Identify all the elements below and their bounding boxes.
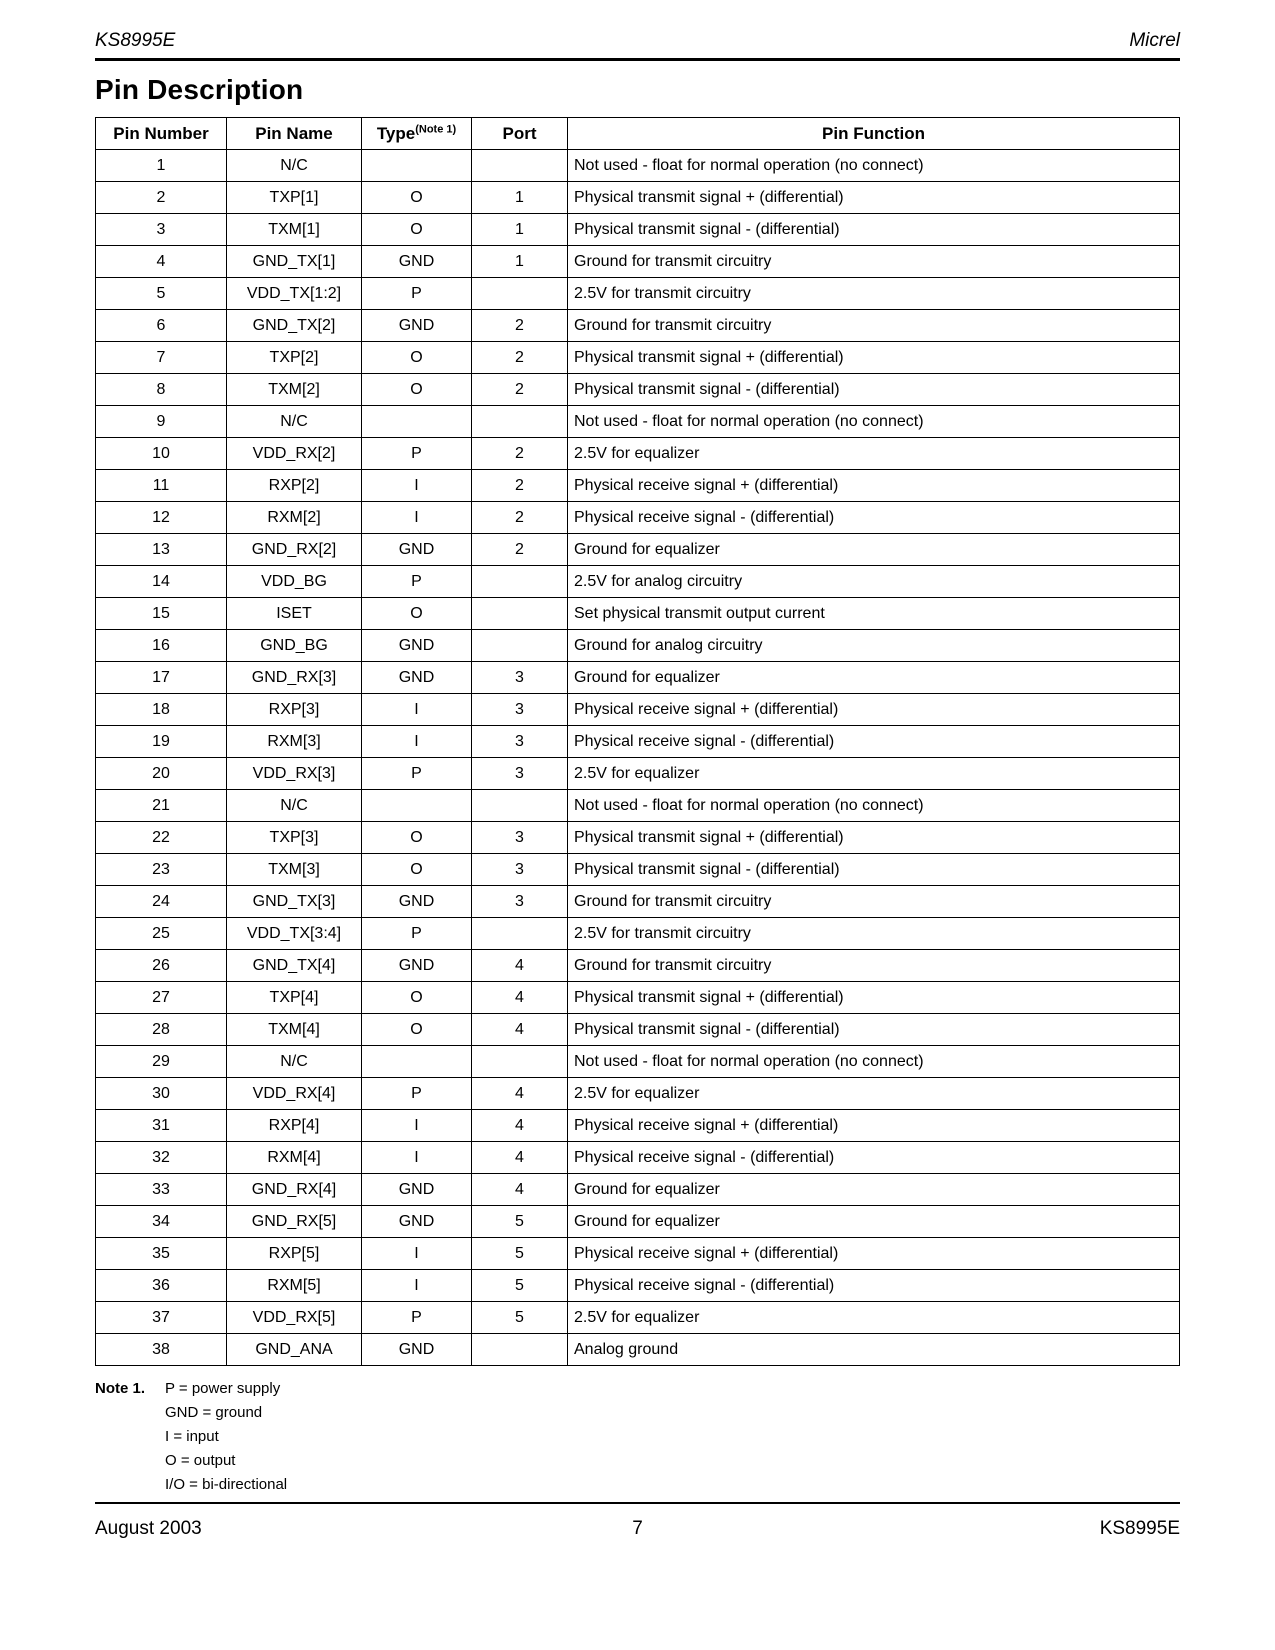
table-row: [96, 566, 1180, 598]
pin-name-cell: TXM[1]: [227, 214, 362, 246]
pin-function-cell: Physical receive signal + (differential): [568, 1238, 1180, 1270]
table-row: [96, 982, 1180, 1014]
pin-name-cell: TXP[3]: [227, 822, 362, 854]
col-header-pin-name: Pin Name: [227, 118, 362, 150]
col-header-port: Port: [472, 118, 568, 150]
pin-type-cell: O: [362, 982, 472, 1014]
pin-type-cell: I: [362, 502, 472, 534]
pin-name-cell: GND_BG: [227, 630, 362, 662]
pin-number-cell: 18: [96, 694, 227, 726]
pin-port-cell: 4: [472, 1142, 568, 1174]
table-row: [96, 1270, 1180, 1302]
pin-type-cell: GND: [362, 246, 472, 278]
pin-type-cell: P: [362, 918, 472, 950]
pin-number-cell: 26: [96, 950, 227, 982]
pin-port-cell: 3: [472, 694, 568, 726]
pin-number-cell: 29: [96, 1046, 227, 1078]
pin-function-cell: 2.5V for transmit circuitry: [568, 918, 1180, 950]
pin-number-cell: 8: [96, 374, 227, 406]
pin-number-cell: 38: [96, 1334, 227, 1366]
note-line: I/O = bi-directional: [165, 1476, 288, 1493]
pin-port-cell: 1: [472, 246, 568, 278]
pin-number-cell: 32: [96, 1142, 227, 1174]
footer-rule: [95, 1502, 1180, 1504]
pin-port-cell: 4: [472, 982, 568, 1014]
pin-name-cell: GND_RX[5]: [227, 1206, 362, 1238]
pin-type-cell: P: [362, 278, 472, 310]
pin-type-cell: GND: [362, 534, 472, 566]
pin-name-cell: RXM[4]: [227, 1142, 362, 1174]
pin-function-cell: Physical transmit signal - (differential): [568, 854, 1180, 886]
pin-function-cell: Not used - float for normal operation (no connect): [568, 1046, 1180, 1078]
pin-type-cell: P: [362, 438, 472, 470]
table-row: [96, 470, 1180, 502]
pin-number-cell: 21: [96, 790, 227, 822]
pin-description-table: [95, 117, 1180, 1366]
pin-number-cell: 36: [96, 1270, 227, 1302]
pin-number-cell: 16: [96, 630, 227, 662]
table-row: [96, 342, 1180, 374]
pin-function-cell: Physical transmit signal - (differential): [568, 214, 1180, 246]
pin-function-cell: Not used - float for normal operation (no connect): [568, 406, 1180, 438]
pin-type-cell: O: [362, 374, 472, 406]
pin-number-cell: 37: [96, 1302, 227, 1334]
pin-type-cell: [362, 790, 472, 822]
pin-name-cell: TXM[2]: [227, 374, 362, 406]
pin-function-cell: Physical transmit signal + (differential): [568, 822, 1180, 854]
pin-port-cell: [472, 406, 568, 438]
type-header-text: Type: [376, 123, 416, 143]
pin-number-cell: 20: [96, 758, 227, 790]
header-brand: Micrel: [1129, 30, 1180, 51]
note-line: I = input: [165, 1428, 219, 1445]
pin-number-cell: 22: [96, 822, 227, 854]
pin-port-cell: [472, 150, 568, 182]
pin-number-cell: 3: [96, 214, 227, 246]
pin-port-cell: 5: [472, 1206, 568, 1238]
pin-function-cell: Ground for transmit circuitry: [568, 950, 1180, 982]
pin-port-cell: 4: [472, 1078, 568, 1110]
table-row: [96, 1078, 1180, 1110]
pin-name-cell: GND_TX[1]: [227, 246, 362, 278]
note-line: P = power supply: [165, 1380, 281, 1397]
footer-date: August 2003: [95, 1518, 202, 1539]
table-header-row: [96, 118, 1180, 150]
col-header-type: [362, 118, 472, 150]
pin-port-cell: 4: [472, 1174, 568, 1206]
table-row: [96, 310, 1180, 342]
pin-number-cell: 27: [96, 982, 227, 1014]
pin-type-cell: P: [362, 758, 472, 790]
table-row: [96, 246, 1180, 278]
page-title: Pin Description: [95, 74, 304, 105]
pin-number-cell: 34: [96, 1206, 227, 1238]
pin-name-cell: TXM[4]: [227, 1014, 362, 1046]
pin-port-cell: [472, 1334, 568, 1366]
pin-function-cell: Not used - float for normal operation (no connect): [568, 150, 1180, 182]
pin-port-cell: 3: [472, 886, 568, 918]
pin-number-cell: 15: [96, 598, 227, 630]
pin-number-cell: 12: [96, 502, 227, 534]
pin-number-cell: 24: [96, 886, 227, 918]
pin-name-cell: TXP[1]: [227, 182, 362, 214]
pin-type-cell: GND: [362, 662, 472, 694]
pin-name-cell: GND_ANA: [227, 1334, 362, 1366]
pin-port-cell: [472, 790, 568, 822]
pin-type-cell: P: [362, 1078, 472, 1110]
pin-number-cell: 6: [96, 310, 227, 342]
pin-type-cell: I: [362, 1110, 472, 1142]
table-row: [96, 438, 1180, 470]
pin-name-cell: GND_TX[2]: [227, 310, 362, 342]
pin-number-cell: 11: [96, 470, 227, 502]
table-row: [96, 1110, 1180, 1142]
pin-type-cell: I: [362, 694, 472, 726]
table-row: [96, 694, 1180, 726]
pin-port-cell: 3: [472, 758, 568, 790]
header-rule: [95, 58, 1180, 61]
pin-function-cell: Ground for equalizer: [568, 1206, 1180, 1238]
pin-type-cell: [362, 406, 472, 438]
table-row: [96, 406, 1180, 438]
pin-function-cell: Physical receive signal + (differential): [568, 470, 1180, 502]
pin-function-cell: Physical receive signal - (differential): [568, 1142, 1180, 1174]
pin-function-cell: Analog ground: [568, 1334, 1180, 1366]
footer-part-number: KS8995E: [1099, 1518, 1180, 1539]
pin-type-cell: O: [362, 598, 472, 630]
pin-type-cell: I: [362, 726, 472, 758]
col-header-pin-function: Pin Function: [568, 118, 1180, 150]
pin-type-cell: GND: [362, 630, 472, 662]
pin-name-cell: VDD_RX[5]: [227, 1302, 362, 1334]
pin-type-cell: GND: [362, 1334, 472, 1366]
pin-name-cell: N/C: [227, 406, 362, 438]
pin-number-cell: 25: [96, 918, 227, 950]
pin-function-cell: Ground for equalizer: [568, 662, 1180, 694]
header-part-number: KS8995E: [95, 30, 176, 51]
pin-port-cell: 2: [472, 438, 568, 470]
pin-name-cell: GND_TX[4]: [227, 950, 362, 982]
pin-number-cell: 5: [96, 278, 227, 310]
pin-port-cell: 1: [472, 182, 568, 214]
table-row: [96, 950, 1180, 982]
pin-type-cell: GND: [362, 1206, 472, 1238]
pin-name-cell: TXP[2]: [227, 342, 362, 374]
pin-name-cell: VDD_RX[4]: [227, 1078, 362, 1110]
pin-port-cell: [472, 278, 568, 310]
table-row: [96, 886, 1180, 918]
table-row: [96, 278, 1180, 310]
pin-name-cell: RXP[3]: [227, 694, 362, 726]
pin-name-cell: VDD_TX[1:2]: [227, 278, 362, 310]
pin-number-cell: 33: [96, 1174, 227, 1206]
table-row: [96, 822, 1180, 854]
pin-function-cell: Ground for transmit circuitry: [568, 310, 1180, 342]
note-lines: [165, 1380, 287, 1497]
table-row: [96, 790, 1180, 822]
pin-function-cell: Physical transmit signal - (differential): [568, 1014, 1180, 1046]
pin-port-cell: [472, 598, 568, 630]
footer-row: [95, 1518, 1180, 1542]
pin-type-cell: I: [362, 1238, 472, 1270]
pin-port-cell: 2: [472, 342, 568, 374]
pin-function-cell: Set physical transmit output current: [568, 598, 1180, 630]
pin-type-cell: O: [362, 342, 472, 374]
pin-number-cell: 4: [96, 246, 227, 278]
pin-name-cell: VDD_TX[3:4]: [227, 918, 362, 950]
pin-function-cell: 2.5V for equalizer: [568, 1078, 1180, 1110]
pin-port-cell: 5: [472, 1238, 568, 1270]
pin-function-cell: 2.5V for equalizer: [568, 1302, 1180, 1334]
table-row: [96, 918, 1180, 950]
pin-name-cell: VDD_RX[2]: [227, 438, 362, 470]
pin-port-cell: [472, 566, 568, 598]
table-row: [96, 1014, 1180, 1046]
note-section: [95, 1380, 1180, 1497]
pin-type-cell: I: [362, 1142, 472, 1174]
pin-type-cell: O: [362, 1014, 472, 1046]
pin-number-cell: 7: [96, 342, 227, 374]
pin-port-cell: [472, 1046, 568, 1078]
pin-function-cell: Physical transmit signal + (differential): [568, 982, 1180, 1014]
pin-function-cell: Ground for transmit circuitry: [568, 246, 1180, 278]
pin-number-cell: 14: [96, 566, 227, 598]
pin-function-cell: Physical receive signal - (differential): [568, 502, 1180, 534]
pin-port-cell: [472, 918, 568, 950]
table-row: [96, 854, 1180, 886]
pin-port-cell: 2: [472, 374, 568, 406]
table-row: [96, 598, 1180, 630]
pin-function-cell: Physical receive signal + (differential): [568, 1110, 1180, 1142]
pin-type-cell: O: [362, 182, 472, 214]
pin-name-cell: GND_RX[2]: [227, 534, 362, 566]
pin-port-cell: 5: [472, 1302, 568, 1334]
pin-name-cell: GND_RX[4]: [227, 1174, 362, 1206]
pin-function-cell: Physical receive signal - (differential): [568, 1270, 1180, 1302]
pin-function-cell: 2.5V for transmit circuitry: [568, 278, 1180, 310]
pin-name-cell: RXP[2]: [227, 470, 362, 502]
pin-port-cell: 3: [472, 854, 568, 886]
pin-type-cell: O: [362, 822, 472, 854]
pin-name-cell: GND_TX[3]: [227, 886, 362, 918]
pin-port-cell: 3: [472, 726, 568, 758]
table-row: [96, 1174, 1180, 1206]
pin-name-cell: ISET: [227, 598, 362, 630]
table-row: [96, 1334, 1180, 1366]
table-row: [96, 374, 1180, 406]
pin-function-cell: Physical transmit signal + (differential): [568, 182, 1180, 214]
pin-name-cell: VDD_BG: [227, 566, 362, 598]
table-row: [96, 1206, 1180, 1238]
table-row: [96, 1046, 1180, 1078]
pin-number-cell: 9: [96, 406, 227, 438]
pin-number-cell: 2: [96, 182, 227, 214]
pin-function-cell: Ground for analog circuitry: [568, 630, 1180, 662]
pin-name-cell: N/C: [227, 1046, 362, 1078]
table-row: [96, 662, 1180, 694]
page-header: [95, 30, 1180, 52]
pin-type-cell: [362, 1046, 472, 1078]
page-footer: [95, 1502, 1180, 1542]
footer-page-number: 7: [632, 1518, 643, 1539]
pin-name-cell: N/C: [227, 790, 362, 822]
pin-number-cell: 19: [96, 726, 227, 758]
pin-number-cell: 1: [96, 150, 227, 182]
pin-type-cell: I: [362, 1270, 472, 1302]
pin-function-cell: Physical transmit signal - (differential): [568, 374, 1180, 406]
pin-function-cell: 2.5V for equalizer: [568, 758, 1180, 790]
pin-number-cell: 10: [96, 438, 227, 470]
pin-type-cell: P: [362, 566, 472, 598]
table-row: [96, 1302, 1180, 1334]
pin-name-cell: VDD_RX[3]: [227, 758, 362, 790]
table-row: [96, 726, 1180, 758]
pin-number-cell: 13: [96, 534, 227, 566]
table-row: [96, 502, 1180, 534]
pin-port-cell: [472, 630, 568, 662]
pin-function-cell: Ground for equalizer: [568, 534, 1180, 566]
pin-number-cell: 17: [96, 662, 227, 694]
pin-port-cell: 2: [472, 470, 568, 502]
pin-port-cell: 4: [472, 1014, 568, 1046]
pin-type-cell: I: [362, 470, 472, 502]
pin-function-cell: 2.5V for analog circuitry: [568, 566, 1180, 598]
pin-function-cell: Ground for equalizer: [568, 1174, 1180, 1206]
pin-function-cell: Not used - float for normal operation (no connect): [568, 790, 1180, 822]
pin-name-cell: RXM[2]: [227, 502, 362, 534]
type-header-note-ref: (Note 1): [415, 122, 457, 135]
col-header-pin-number: Pin Number: [96, 118, 227, 150]
table-row: [96, 534, 1180, 566]
pin-port-cell: 4: [472, 950, 568, 982]
pin-function-cell: Physical transmit signal + (differential): [568, 342, 1180, 374]
pin-name-cell: RXP[4]: [227, 1110, 362, 1142]
table-row: [96, 182, 1180, 214]
pin-name-cell: N/C: [227, 150, 362, 182]
table-row: [96, 758, 1180, 790]
pin-port-cell: 1: [472, 214, 568, 246]
pin-type-cell: O: [362, 854, 472, 886]
pin-function-cell: 2.5V for equalizer: [568, 438, 1180, 470]
pin-type-cell: GND: [362, 950, 472, 982]
pin-function-cell: Physical receive signal - (differential): [568, 726, 1180, 758]
pin-port-cell: 3: [472, 662, 568, 694]
pin-name-cell: RXM[5]: [227, 1270, 362, 1302]
pin-type-cell: O: [362, 214, 472, 246]
pin-type-cell: P: [362, 1302, 472, 1334]
pin-number-cell: 35: [96, 1238, 227, 1270]
pin-name-cell: GND_RX[3]: [227, 662, 362, 694]
pin-type-cell: [362, 150, 472, 182]
note-label: Note 1.: [95, 1380, 146, 1397]
note-line: O = output: [165, 1452, 236, 1469]
pin-function-cell: Ground for transmit circuitry: [568, 886, 1180, 918]
pin-type-cell: GND: [362, 886, 472, 918]
pin-function-cell: Physical receive signal + (differential): [568, 694, 1180, 726]
pin-name-cell: RXP[5]: [227, 1238, 362, 1270]
table-row: [96, 214, 1180, 246]
pin-number-cell: 28: [96, 1014, 227, 1046]
pin-number-cell: 30: [96, 1078, 227, 1110]
pin-number-cell: 23: [96, 854, 227, 886]
pin-port-cell: 3: [472, 822, 568, 854]
table-row: [96, 1238, 1180, 1270]
table-row: [96, 150, 1180, 182]
pin-port-cell: 2: [472, 502, 568, 534]
pin-name-cell: TXM[3]: [227, 854, 362, 886]
pin-port-cell: 2: [472, 310, 568, 342]
pin-type-cell: GND: [362, 1174, 472, 1206]
pin-port-cell: 4: [472, 1110, 568, 1142]
pin-type-cell: GND: [362, 310, 472, 342]
pin-number-cell: 31: [96, 1110, 227, 1142]
note-line: GND = ground: [165, 1404, 263, 1421]
pin-name-cell: RXM[3]: [227, 726, 362, 758]
pin-port-cell: 5: [472, 1270, 568, 1302]
table-row: [96, 1142, 1180, 1174]
pin-name-cell: TXP[4]: [227, 982, 362, 1014]
pin-port-cell: 2: [472, 534, 568, 566]
table-row: [96, 630, 1180, 662]
